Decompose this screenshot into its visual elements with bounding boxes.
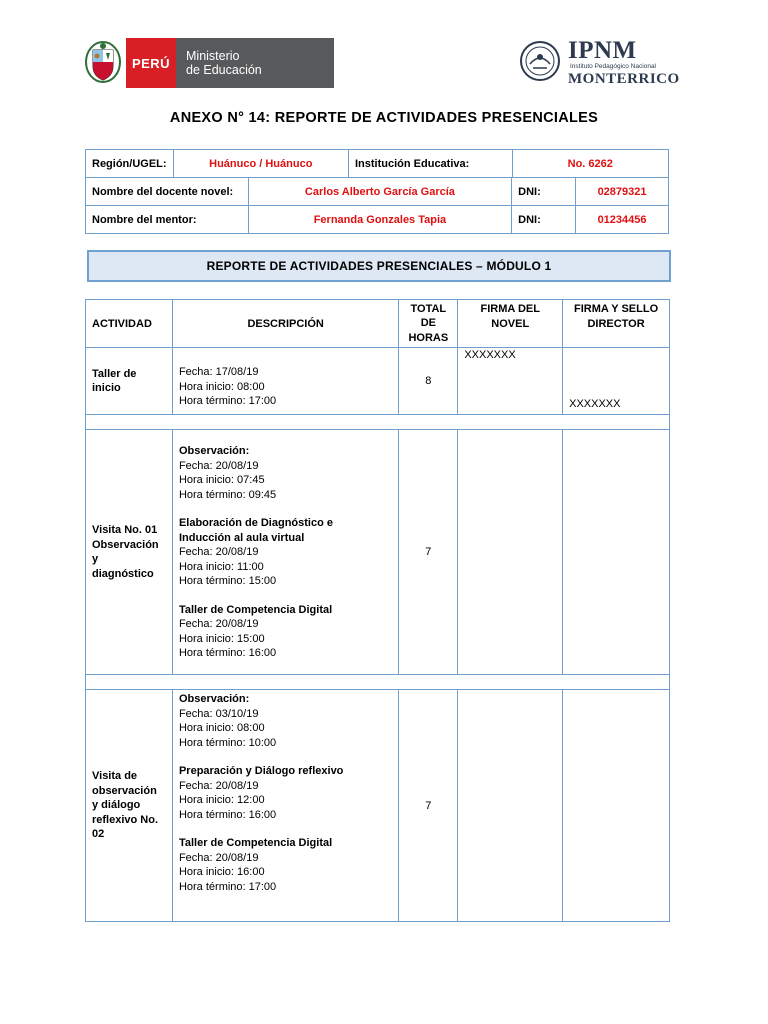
date-line: Fecha: 20/08/19 [178, 618, 259, 630]
date-line: Fecha: 17/08/19 [178, 366, 259, 379]
hours-cell: 7 [399, 430, 458, 675]
date-line: Fecha: 20/08/19 [178, 779, 259, 792]
teacher-dni-value: 02879321 [576, 178, 669, 206]
activity-line: reflexivo No. [92, 813, 159, 826]
header-hours-line-2: DE [420, 317, 436, 330]
header-hours-line-3: HORAS [408, 331, 449, 344]
table-header-row [86, 300, 670, 348]
novel-signature-cell [458, 690, 563, 922]
novel-signature-cell: XXXXXXX [458, 348, 563, 415]
activity-line: diagnóstico [92, 567, 154, 580]
block-title: Taller de Competencia Digital [178, 603, 333, 616]
header-total-hours [399, 300, 458, 348]
date-line: Fecha: 20/08/19 [178, 546, 259, 558]
start-time-line: Hora inicio: 07:45 [178, 474, 265, 486]
activity-cell [86, 348, 173, 415]
hours-cell: 7 [399, 690, 458, 922]
activity-cell [86, 690, 173, 922]
description-cell [172, 348, 398, 415]
info-row-teacher [86, 178, 669, 206]
start-time-line: Hora inicio: 11:00 [178, 560, 264, 573]
activities-table [85, 299, 670, 922]
spacer-row [86, 675, 670, 690]
activity-line: y [92, 553, 99, 565]
block-title: Preparación y Diálogo reflexivo [178, 765, 344, 777]
activity-line: 02 [92, 828, 105, 841]
mentor-label: Nombre del mentor: [86, 206, 249, 234]
ministry-line-1: Ministerio [186, 49, 240, 63]
teacher-info-table [85, 149, 669, 178]
start-time-line: Hora inicio: 08:00 [178, 380, 265, 393]
description-cell [172, 690, 398, 922]
start-time-line: Hora inicio: 15:00 [178, 632, 265, 645]
description-cell [172, 430, 398, 675]
ministry-label [176, 38, 334, 88]
header-hours-line-1: TOTAL [410, 302, 447, 315]
block-title: Taller de Competencia Digital [178, 837, 333, 849]
block-title: Elaboración de Diagnóstico e [178, 517, 333, 529]
spacer-row [86, 415, 670, 430]
date-line: Fecha: 03/10/19 [178, 707, 259, 720]
header-director-signature [563, 300, 670, 348]
info-row-mentor [86, 206, 669, 234]
mentor-dni-label: DNI: [512, 206, 576, 234]
mentor-value: Fernanda Gonzales Tapia [248, 206, 511, 234]
ipnm-logo [518, 38, 680, 88]
date-line: Fecha: 20/08/19 [178, 459, 259, 472]
end-time-line: Hora término: 10:00 [178, 736, 277, 749]
module-banner: REPORTE DE ACTIVIDADES PRESENCIALES – MÓDULO 1 [87, 250, 671, 282]
end-time-line: Hora término: 16:00 [178, 808, 277, 821]
end-time-line: Hora término: 16:00 [178, 647, 277, 659]
table-row [86, 430, 670, 675]
teacher-info-table-rows [85, 177, 669, 234]
header-novel-line-1: FIRMA DEL [480, 303, 540, 315]
header-director-line-1: FIRMA Y SELLO [573, 303, 659, 315]
end-time-line: Hora término: 17:00 [178, 880, 277, 893]
ipnm-monterrico: MONTERRICO [568, 71, 680, 87]
block-title: Observación: [178, 693, 250, 705]
minedu-logo [80, 38, 334, 88]
activity-line: y diálogo [92, 799, 141, 812]
header-director-line-2: DIRECTOR [587, 317, 645, 330]
header-activity: ACTIVIDAD [86, 300, 173, 348]
document-title: ANEXO N° 14: REPORTE DE ACTIVIDADES PRESENCIALES [169, 110, 599, 126]
director-signature-cell [563, 430, 670, 675]
teacher-dni-label: DNI: [512, 178, 576, 206]
start-time-line: Hora inicio: 08:00 [178, 722, 265, 734]
mentor-dni-value: 01234456 [576, 206, 669, 234]
teacher-value: Carlos Alberto García García [248, 178, 511, 206]
ipnm-subtitle: Instituto Pedagógico Nacional [570, 63, 657, 70]
date-line: Fecha: 20/08/19 [178, 851, 259, 864]
region-value: Huánuco / Huánuco [173, 150, 348, 178]
end-time-line: Hora término: 09:45 [178, 488, 277, 501]
table-row [86, 348, 670, 415]
director-signature-cell [563, 690, 670, 922]
start-time-line: Hora inicio: 12:00 [178, 794, 265, 806]
ipnm-emblem-icon [518, 38, 562, 89]
activity-cell [86, 430, 173, 675]
block-title: Observación: [178, 445, 250, 457]
activity-line: Taller de [92, 367, 137, 380]
header-novel-line-2: NOVEL [491, 317, 530, 330]
activity-line: observación [92, 784, 157, 797]
peru-coat-of-arms-icon [80, 38, 126, 88]
region-label: Región/UGEL: [86, 150, 174, 178]
institution-value: No. 6262 [512, 150, 668, 178]
start-time-line: Hora inicio: 16:00 [178, 866, 265, 878]
block-title: Inducción al aula virtual [178, 531, 305, 544]
institution-label: Institución Educativa: [349, 150, 513, 178]
ministry-line-2: de Educación [186, 63, 262, 77]
hours-cell: 8 [399, 348, 458, 415]
director-signature-cell: XXXXXXX [563, 348, 670, 415]
end-time-line: Hora término: 15:00 [178, 575, 277, 587]
novel-signature-cell [458, 430, 563, 675]
table-row [86, 690, 670, 922]
activity-line: Visita No. 01 [92, 524, 158, 536]
info-row-region [86, 150, 669, 178]
activity-line: inicio [92, 382, 121, 394]
activity-line: Visita de [92, 770, 138, 783]
teacher-label: Nombre del docente novel: [86, 178, 249, 206]
activity-line: Observación [92, 538, 159, 551]
ipnm-title: IPNM [568, 37, 637, 64]
end-time-line: Hora término: 17:00 [178, 395, 277, 408]
header-novel-signature [458, 300, 563, 348]
peru-label: PERÚ [126, 38, 176, 88]
header-description: DESCRIPCIÓN [172, 300, 398, 348]
